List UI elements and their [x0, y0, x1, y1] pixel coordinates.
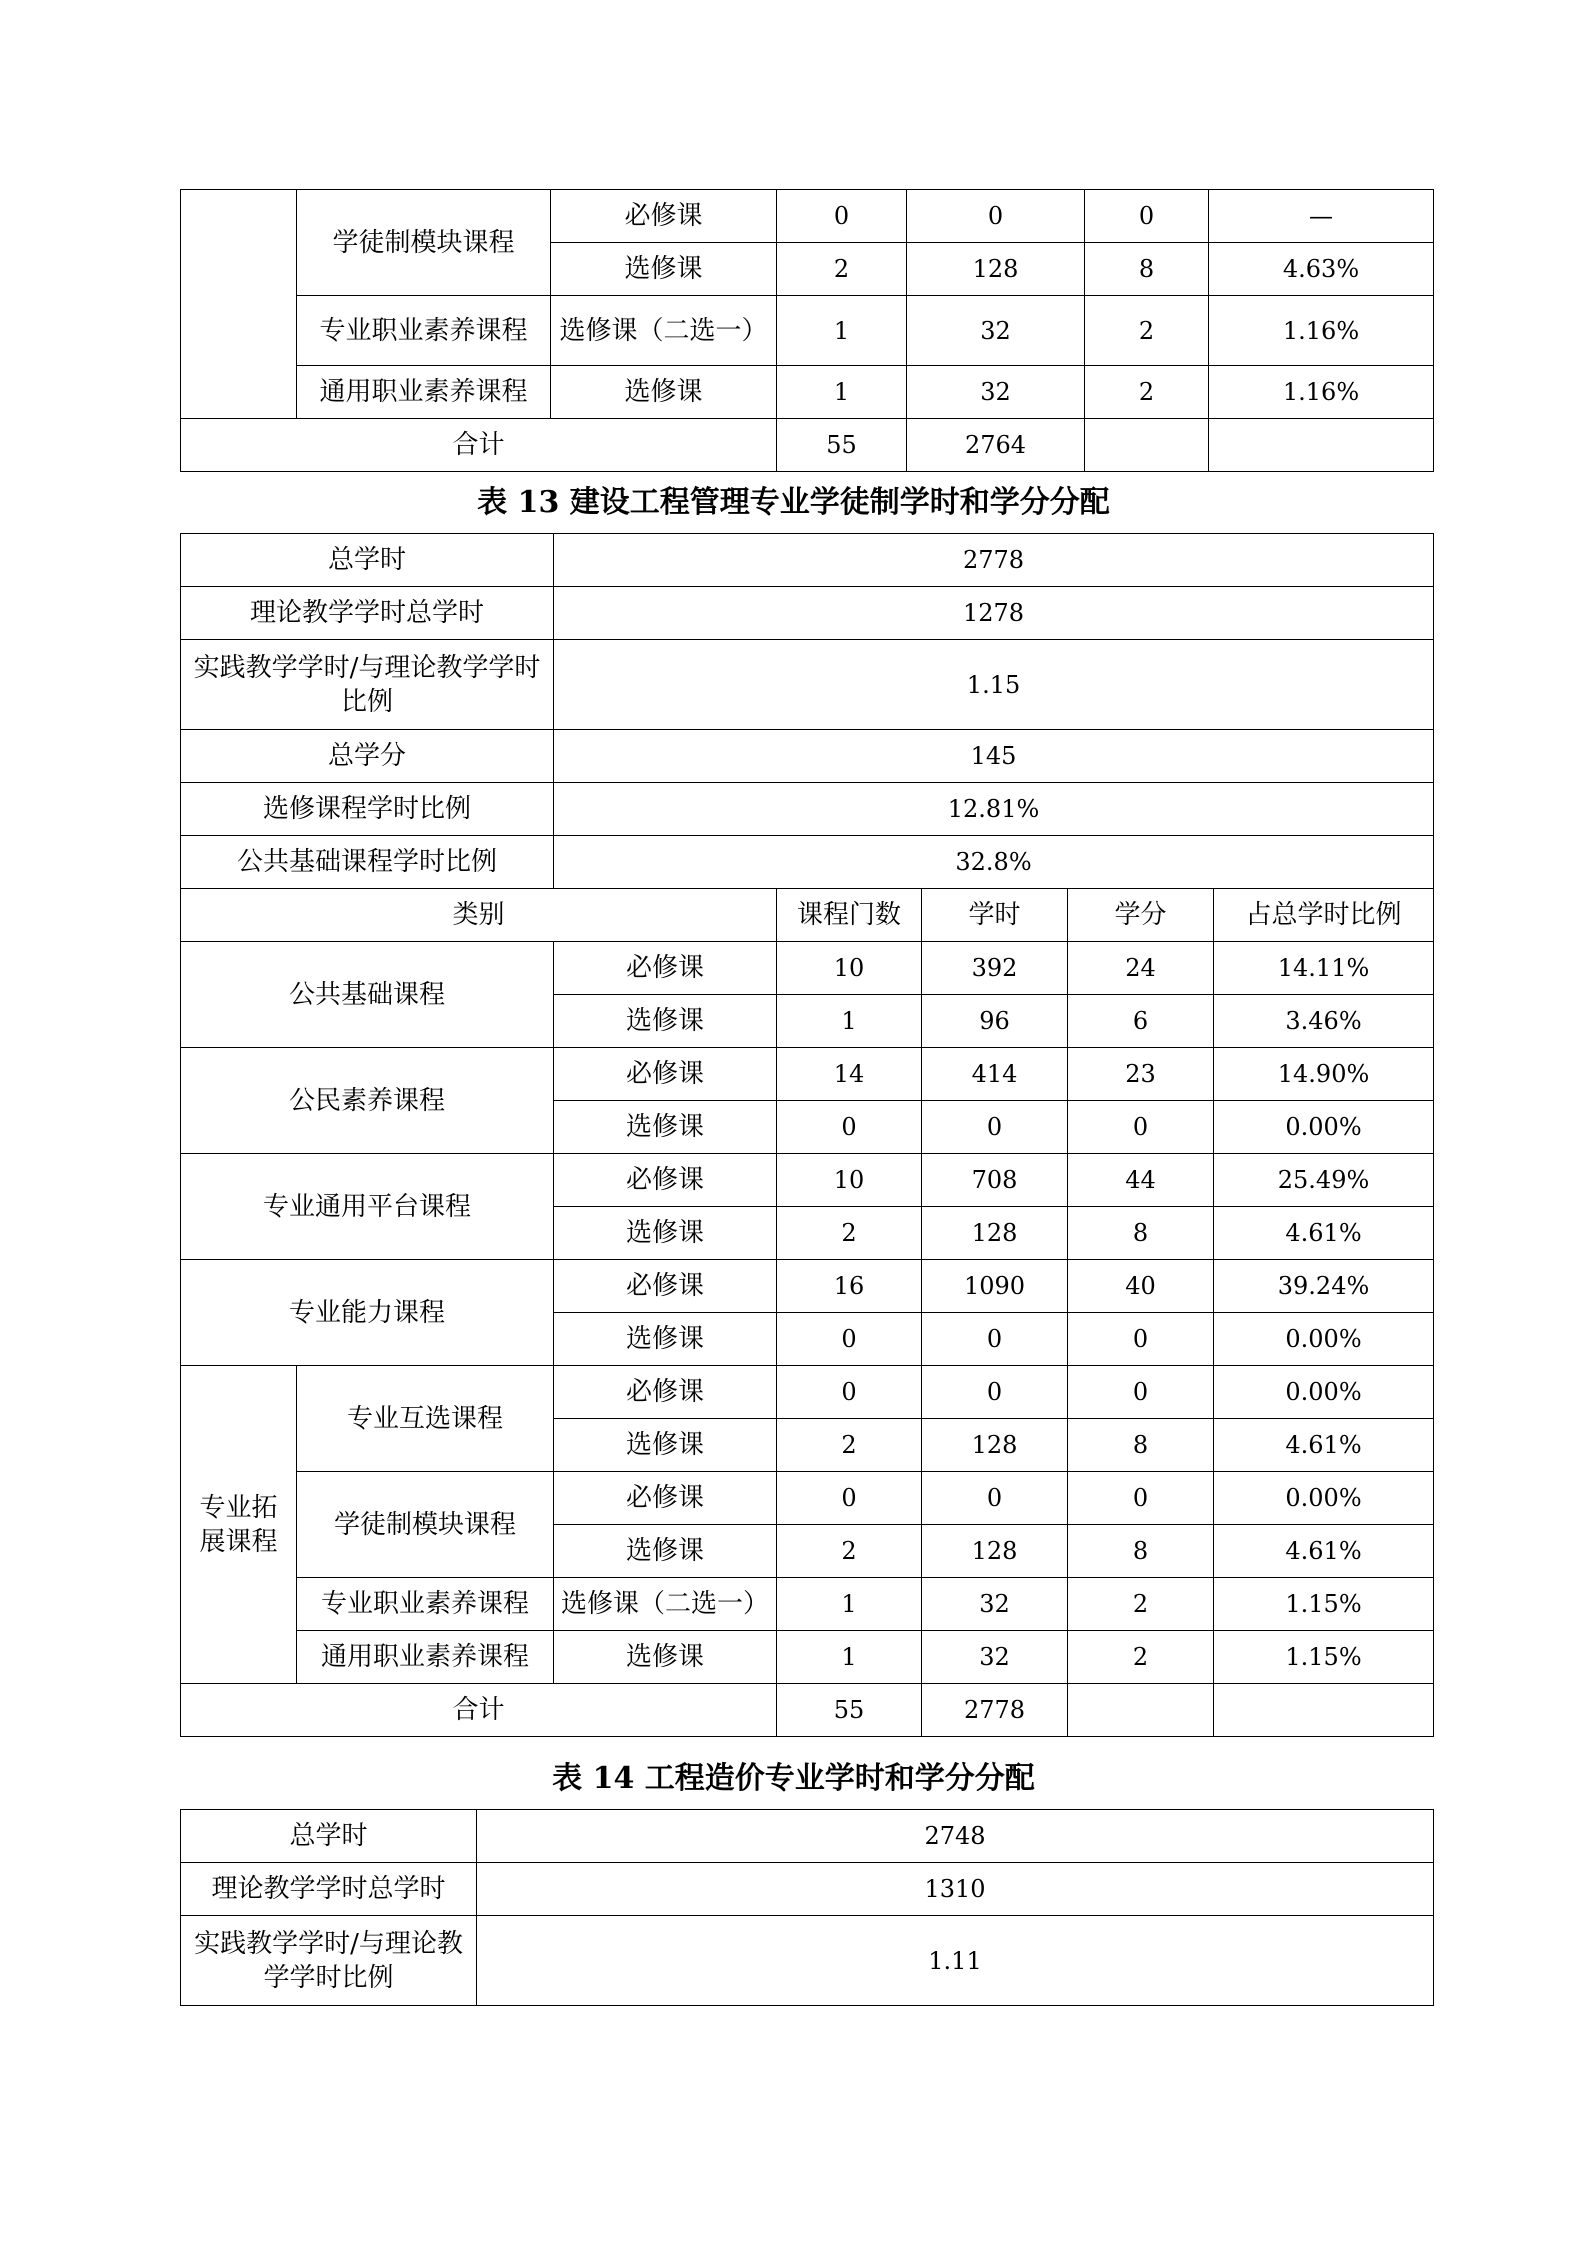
hours-cell: 392 [922, 942, 1068, 995]
hours-cell: 128 [922, 1419, 1068, 1472]
credits-cell: 2 [1085, 366, 1209, 419]
credits-cell: 0 [1068, 1101, 1214, 1154]
hours-cell: 0 [922, 1101, 1068, 1154]
summary-value: 12.81% [554, 783, 1434, 836]
summary-row [181, 1916, 1434, 2006]
course-type-cell: 选修课（二选一） [551, 296, 777, 366]
course-type-cell: 选修课 [551, 243, 777, 296]
ratio-cell: 4.61% [1214, 1419, 1434, 1472]
course-type-cell: 必修课 [551, 190, 777, 243]
table-row [181, 1578, 1434, 1631]
course-type-cell: 选修课 [554, 1207, 777, 1260]
summary-label: 总学时 [181, 534, 554, 587]
courses-cell: 2 [777, 1525, 922, 1578]
summary-value: 1.15 [554, 640, 1434, 730]
courses-cell: 1 [777, 296, 907, 366]
summary-label: 实践教学学时/与理论教学学时比例 [181, 1916, 477, 2006]
header-row [181, 889, 1434, 942]
ratio-cell: 0.00% [1214, 1313, 1434, 1366]
table-row [181, 942, 1434, 995]
courses-cell: 0 [777, 1313, 922, 1366]
category-cell [181, 190, 297, 419]
table-13 [180, 533, 1434, 1737]
total-hours: 2778 [922, 1684, 1068, 1737]
summary-value: 1278 [554, 587, 1434, 640]
sub-category-cell: 专业职业素养课程 [297, 296, 551, 366]
summary-row [181, 587, 1434, 640]
courses-cell: 0 [777, 1366, 922, 1419]
hours-cell: 128 [922, 1525, 1068, 1578]
hours-cell: 128 [907, 243, 1085, 296]
summary-value: 32.8% [554, 836, 1434, 889]
empty-cell [1209, 419, 1434, 472]
hours-cell: 0 [907, 190, 1085, 243]
summary-row [181, 783, 1434, 836]
credits-cell: 44 [1068, 1154, 1214, 1207]
ratio-cell: 39.24% [1214, 1260, 1434, 1313]
hours-cell: 32 [922, 1631, 1068, 1684]
table-row [181, 1154, 1434, 1207]
courses-cell: 0 [777, 1472, 922, 1525]
course-type-cell: 选修课 [554, 1101, 777, 1154]
table-12-tail [180, 189, 1434, 472]
total-courses: 55 [777, 419, 907, 472]
group-name: 专业能力课程 [181, 1260, 554, 1366]
credits-cell: 0 [1085, 190, 1209, 243]
courses-cell: 10 [777, 1154, 922, 1207]
table-row [181, 296, 1434, 366]
course-type-cell: 选修课 [554, 995, 777, 1048]
course-type-cell: 选修课 [554, 1631, 777, 1684]
summary-label: 实践教学学时/与理论教学学时比例 [181, 640, 554, 730]
credits-cell: 8 [1068, 1207, 1214, 1260]
sub-category-cell: 专业互选课程 [297, 1366, 554, 1472]
sub-category-cell: 专业职业素养课程 [297, 1578, 554, 1631]
empty-cell [1085, 419, 1209, 472]
hours-cell: 0 [922, 1366, 1068, 1419]
credits-cell: 0 [1068, 1313, 1214, 1366]
empty-cell [1068, 1684, 1214, 1737]
table-row [181, 1366, 1434, 1419]
total-courses: 55 [777, 1684, 922, 1737]
hours-cell: 128 [922, 1207, 1068, 1260]
courses-cell: 1 [777, 1578, 922, 1631]
table-row [181, 1631, 1434, 1684]
course-type-cell: 必修课 [554, 942, 777, 995]
course-type-cell: 必修课 [554, 1154, 777, 1207]
credits-cell: 6 [1068, 995, 1214, 1048]
summary-label: 选修课程学时比例 [181, 783, 554, 836]
hours-cell: 32 [907, 296, 1085, 366]
group-name: 专业通用平台课程 [181, 1154, 554, 1260]
total-row [181, 419, 1434, 472]
ratio-cell: 0.00% [1214, 1101, 1434, 1154]
courses-cell: 0 [777, 1101, 922, 1154]
ratio-cell: 3.46% [1214, 995, 1434, 1048]
ratio-cell: 0.00% [1214, 1472, 1434, 1525]
credits-cell: 0 [1068, 1472, 1214, 1525]
course-type-cell: 选修课 [554, 1313, 777, 1366]
table-row [181, 1260, 1434, 1313]
ratio-cell: 1.16% [1209, 366, 1434, 419]
summary-value: 2748 [477, 1810, 1434, 1863]
ratio-cell: 0.00% [1214, 1366, 1434, 1419]
total-row [181, 1684, 1434, 1737]
courses-cell: 16 [777, 1260, 922, 1313]
courses-cell: 14 [777, 1048, 922, 1101]
courses-cell: 1 [777, 995, 922, 1048]
header-ratio: 占总学时比例 [1214, 889, 1434, 942]
hours-cell: 1090 [922, 1260, 1068, 1313]
course-type-cell: 必修课 [554, 1472, 777, 1525]
hours-cell: 32 [907, 366, 1085, 419]
ratio-cell: 4.63% [1209, 243, 1434, 296]
summary-row [181, 640, 1434, 730]
table-row [181, 190, 1434, 243]
hours-cell: 414 [922, 1048, 1068, 1101]
ratio-cell: 4.61% [1214, 1207, 1434, 1260]
table-13-caption: 表 13 建设工程管理专业学徒制学时和学分分配 [477, 485, 1110, 520]
courses-cell: 0 [777, 190, 907, 243]
credits-cell: 2 [1068, 1578, 1214, 1631]
course-type-cell: 选修课 [551, 366, 777, 419]
header-category: 类别 [181, 889, 777, 942]
courses-cell: 1 [777, 1631, 922, 1684]
course-type-cell: 选修课 [554, 1525, 777, 1578]
summary-value: 1310 [477, 1863, 1434, 1916]
ratio-cell: 1.15% [1214, 1578, 1434, 1631]
summary-value: 145 [554, 730, 1434, 783]
header-courses: 课程门数 [777, 889, 922, 942]
credits-cell: 24 [1068, 942, 1214, 995]
empty-cell [1214, 1684, 1434, 1737]
credits-cell: 23 [1068, 1048, 1214, 1101]
sub-category-cell: 通用职业素养课程 [297, 1631, 554, 1684]
sub-category-cell: 学徒制模块课程 [297, 190, 551, 296]
extension-name: 专业拓展课程 [181, 1366, 297, 1684]
summary-label: 总学时 [181, 1810, 477, 1863]
hours-cell: 96 [922, 995, 1068, 1048]
summary-row [181, 1863, 1434, 1916]
hours-cell: 0 [922, 1472, 1068, 1525]
ratio-cell: 1.16% [1209, 296, 1434, 366]
summary-row [181, 836, 1434, 889]
ratio-cell: 4.61% [1214, 1525, 1434, 1578]
summary-value: 2778 [554, 534, 1434, 587]
summary-label: 理论教学学时总学时 [181, 1863, 477, 1916]
courses-cell: 2 [777, 1419, 922, 1472]
credits-cell: 8 [1068, 1419, 1214, 1472]
total-label: 合计 [181, 419, 777, 472]
ratio-cell: 14.90% [1214, 1048, 1434, 1101]
sub-category-cell: 通用职业素养课程 [297, 366, 551, 419]
course-type-cell: 选修课（二选一） [554, 1578, 777, 1631]
table-row [181, 366, 1434, 419]
ratio-cell: 1.15% [1214, 1631, 1434, 1684]
summary-label: 理论教学学时总学时 [181, 587, 554, 640]
summary-value: 1.11 [477, 1916, 1434, 2006]
course-type-cell: 选修课 [554, 1419, 777, 1472]
credits-cell: 2 [1068, 1631, 1214, 1684]
credits-cell: 2 [1085, 296, 1209, 366]
total-hours: 2764 [907, 419, 1085, 472]
summary-row [181, 534, 1434, 587]
sub-category-cell: 学徒制模块课程 [297, 1472, 554, 1578]
group-name: 公民素养课程 [181, 1048, 554, 1154]
summary-label: 总学分 [181, 730, 554, 783]
hours-cell: 0 [922, 1313, 1068, 1366]
table-row [181, 1472, 1434, 1525]
credits-cell: 40 [1068, 1260, 1214, 1313]
ratio-cell: 25.49% [1214, 1154, 1434, 1207]
credits-cell: 8 [1085, 243, 1209, 296]
ratio-cell: — [1209, 190, 1434, 243]
course-type-cell: 必修课 [554, 1366, 777, 1419]
courses-cell: 2 [777, 1207, 922, 1260]
courses-cell: 1 [777, 366, 907, 419]
courses-cell: 2 [777, 243, 907, 296]
course-type-cell: 必修课 [554, 1048, 777, 1101]
ratio-cell: 14.11% [1214, 942, 1434, 995]
table-row [181, 1048, 1434, 1101]
course-type-cell: 必修课 [554, 1260, 777, 1313]
summary-row [181, 730, 1434, 783]
courses-cell: 10 [777, 942, 922, 995]
table-14 [180, 1809, 1434, 2006]
header-credits: 学分 [1068, 889, 1214, 942]
table-14-caption: 表 14 工程造价专业学时和学分分配 [552, 1761, 1035, 1796]
total-label: 合计 [181, 1684, 777, 1737]
credits-cell: 0 [1068, 1366, 1214, 1419]
hours-cell: 708 [922, 1154, 1068, 1207]
credits-cell: 8 [1068, 1525, 1214, 1578]
summary-label: 公共基础课程学时比例 [181, 836, 554, 889]
group-name: 公共基础课程 [181, 942, 554, 1048]
hours-cell: 32 [922, 1578, 1068, 1631]
summary-row [181, 1810, 1434, 1863]
header-hours: 学时 [922, 889, 1068, 942]
